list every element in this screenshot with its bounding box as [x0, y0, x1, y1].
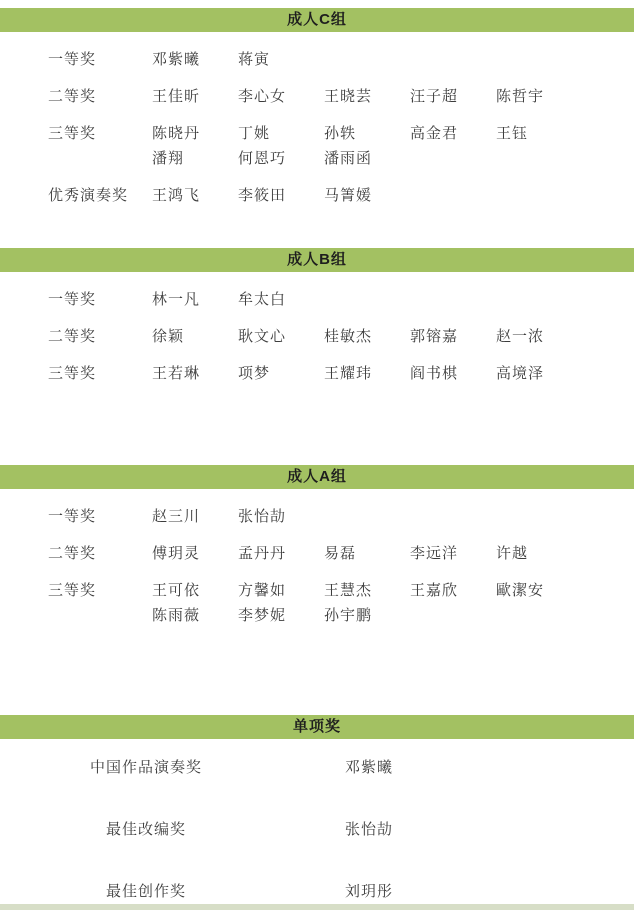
winner-cell — [496, 365, 544, 383]
award-row — [48, 291, 634, 309]
winner-name: 蒋寅 — [238, 51, 271, 68]
winner-cell — [152, 545, 238, 563]
winner-cell — [324, 187, 372, 205]
winner-cell — [496, 582, 544, 600]
winner-name: 陈雨薇 — [152, 607, 201, 624]
winner-name: 徐颖 — [152, 328, 185, 345]
winner-cell — [238, 582, 324, 625]
award-row — [48, 187, 634, 205]
winner-name: 王鸿飞 — [152, 187, 201, 204]
winner-name: 李心女 — [238, 88, 287, 105]
winner-name: 王慧杰 — [324, 582, 373, 599]
special-award-row — [0, 759, 634, 777]
winner-cell — [410, 328, 496, 346]
winner-cell — [496, 125, 528, 143]
winner-name: 高金君 — [410, 125, 459, 142]
award-group-section — [0, 8, 634, 205]
award-row — [48, 88, 634, 106]
winner-cell — [238, 187, 324, 205]
winner-cell — [152, 88, 238, 106]
winner-name: 王佳昕 — [152, 88, 201, 105]
winner-name: 邓紫曦 — [152, 51, 201, 68]
winner-cell — [496, 545, 528, 563]
special-section-body — [0, 759, 634, 901]
winner-cell — [410, 88, 496, 106]
award-row — [48, 365, 634, 383]
winner-cell — [496, 88, 544, 106]
winner-name: 方馨如 — [238, 582, 287, 599]
winner-cell — [152, 187, 238, 205]
winner-cell — [238, 508, 286, 526]
section-body — [0, 508, 634, 625]
winner-name: 项梦 — [238, 365, 271, 382]
cropped-next-header-bar — [0, 904, 634, 910]
award-label: 二等奖 — [48, 88, 97, 105]
winner-name: 李筱田 — [238, 187, 287, 204]
winner-cell — [152, 51, 238, 69]
winner-name: 潘翔 — [152, 150, 185, 167]
winner-name: 何恩巧 — [238, 150, 287, 167]
winner-cell — [410, 545, 496, 563]
award-label: 二等奖 — [48, 545, 97, 562]
winner-name: 赵一浓 — [496, 328, 545, 345]
section-header: 成人A组 — [0, 465, 634, 489]
special-award-label: 最佳创作奖 — [105, 883, 186, 900]
award-group-section — [0, 465, 634, 625]
winner-cell — [324, 125, 410, 168]
winner-name: 牟太白 — [238, 291, 287, 308]
winner-cell — [152, 125, 238, 168]
winner-name: 高境泽 — [496, 365, 545, 382]
special-award-row — [0, 883, 634, 901]
section-body — [0, 51, 634, 205]
winner-name: 李远洋 — [410, 545, 459, 562]
winner-name: 陈晓丹 — [152, 125, 201, 142]
group-sections — [0, 8, 634, 625]
winner-name: 歐潔安 — [496, 582, 545, 599]
winner-name: 赵三川 — [152, 508, 201, 525]
award-label: 一等奖 — [48, 291, 97, 308]
winner-cell — [410, 582, 496, 600]
winner-cell — [324, 365, 410, 383]
award-row — [48, 51, 634, 69]
winner-name: 林一凡 — [152, 291, 201, 308]
winner-name: 张怡劼 — [345, 821, 394, 838]
winner-name: 刘玥彤 — [345, 883, 394, 900]
winner-name: 王晓芸 — [324, 88, 373, 105]
winner-name: 王耀玮 — [324, 365, 373, 382]
winner-name: 郭镕嘉 — [410, 328, 459, 345]
special-award-label: 中国作品演奏奖 — [89, 759, 202, 776]
winner-name: 易磊 — [324, 545, 357, 562]
winner-cell — [238, 545, 324, 563]
winner-name: 王钰 — [496, 125, 529, 142]
winner-name: 耿文心 — [238, 328, 287, 345]
winner-cell — [324, 328, 410, 346]
winner-cell — [238, 88, 324, 106]
winner-cell — [238, 328, 324, 346]
winner-cell — [152, 328, 238, 346]
award-row — [48, 328, 634, 346]
section-body — [0, 291, 634, 383]
award-row — [48, 545, 634, 563]
winner-cell — [324, 88, 410, 106]
award-row — [48, 508, 634, 526]
winner-name: 许越 — [496, 545, 529, 562]
award-label: 一等奖 — [48, 51, 97, 68]
winner-cell — [496, 328, 544, 346]
special-award-row — [0, 821, 634, 839]
award-label: 三等奖 — [48, 365, 97, 382]
award-label: 三等奖 — [48, 582, 97, 599]
winner-name: 李梦妮 — [238, 607, 287, 624]
winner-name: 桂敏杰 — [324, 328, 373, 345]
special-awards-section — [0, 715, 634, 901]
section-header: 成人C组 — [0, 8, 634, 32]
winner-cell — [410, 125, 496, 143]
winner-cell — [152, 365, 238, 383]
section-header: 单项奖 — [0, 715, 634, 739]
award-label: 一等奖 — [48, 508, 97, 525]
winner-name: 张怡劼 — [238, 508, 287, 525]
winner-name: 孙轶 — [324, 125, 357, 142]
winner-name: 潘雨函 — [324, 150, 373, 167]
award-label: 二等奖 — [48, 328, 97, 345]
award-group-section — [0, 248, 634, 383]
winner-name: 邓紫曦 — [345, 759, 394, 776]
winner-cell — [152, 582, 238, 625]
winner-cell — [410, 365, 496, 383]
winner-cell — [152, 291, 238, 309]
winner-name: 阎书棋 — [410, 365, 459, 382]
winner-name: 陈哲宇 — [496, 88, 545, 105]
winner-name: 王若琳 — [152, 365, 201, 382]
special-award-label: 最佳改编奖 — [105, 821, 186, 838]
winner-cell — [152, 508, 238, 526]
award-label: 三等奖 — [48, 125, 97, 142]
winner-name: 丁姚 — [238, 125, 271, 142]
winner-name: 马箐媛 — [324, 187, 373, 204]
winner-cell — [324, 582, 410, 625]
winner-name: 王可依 — [152, 582, 201, 599]
winner-name: 汪子超 — [410, 88, 459, 105]
winner-cell — [324, 545, 410, 563]
winner-name: 孙宇鹏 — [324, 607, 373, 624]
section-header: 成人B组 — [0, 248, 634, 272]
winner-name: 孟丹丹 — [238, 545, 287, 562]
winner-cell — [238, 365, 324, 383]
winner-name: 傅玥灵 — [152, 545, 201, 562]
award-label: 优秀演奏奖 — [48, 187, 129, 204]
award-row — [48, 582, 634, 625]
winner-name: 王嘉欣 — [410, 582, 459, 599]
winner-cell — [238, 125, 324, 168]
award-row — [48, 125, 634, 168]
winner-cell — [238, 291, 286, 309]
winner-cell — [238, 51, 270, 69]
